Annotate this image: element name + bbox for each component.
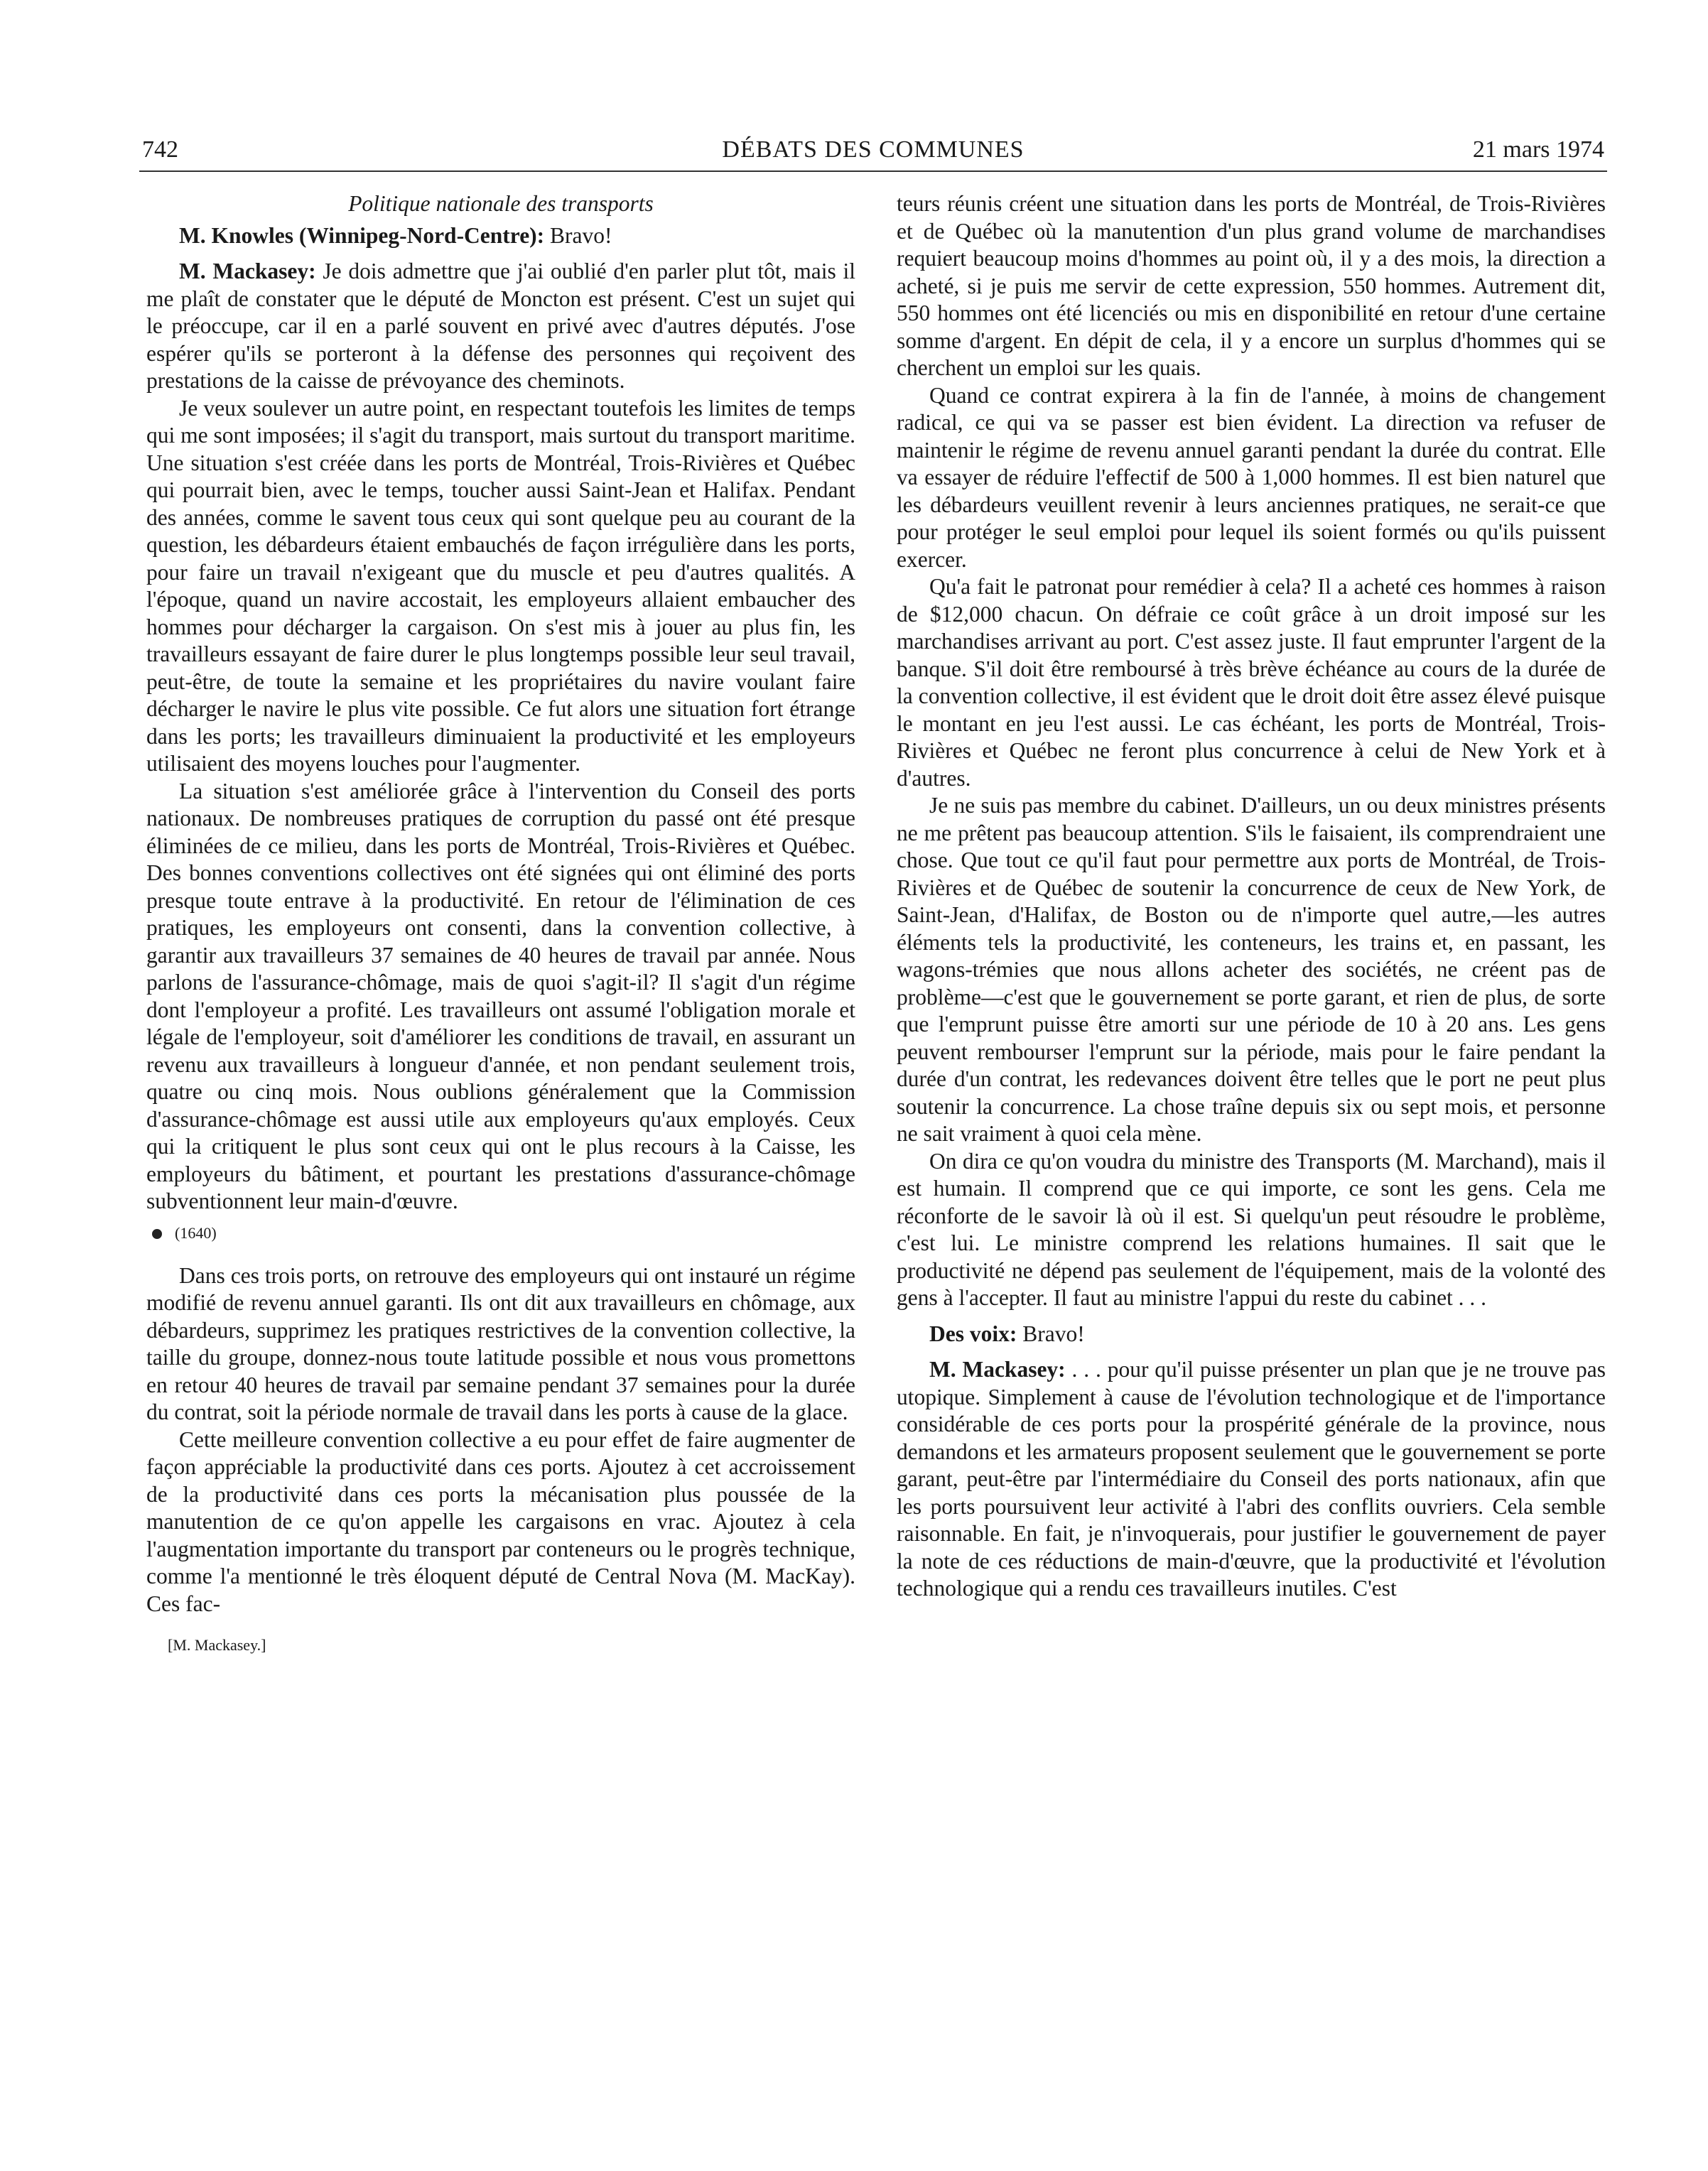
publication-title: DÉBATS DES COMMUNES	[722, 136, 1025, 163]
paragraph: teurs réunis créent une situation dans les ports de Montréal, de Trois-Rivières et de Québec où la manutention d'un plus grand volume de marchandises requiert beaucoup moins d'hommes au point où, il y a des mois, la direction a acheté, si je puis me servir de cette expression, 550 hommes. Autrement dit, 550 hommes ont été licenciés ou mis en disponibilité en retour d'une certaine somme d'argent. En dépit de cela, il y a encore un surplus d'hommes qui se cherchent un emploi sur les quais.	[897, 191, 1606, 380]
paragraph	[897, 1321, 1606, 1348]
paragraph	[146, 258, 855, 395]
speaker-footnote: [M. Mackasey.]	[168, 1636, 266, 1654]
speaker-name: Des voix:	[929, 1321, 1017, 1346]
paragraph: La situation s'est améliorée grâce à l'intervention du Conseil des ports nationaux. De nombreuses pratiques de corruption du passé ont été presque éliminées de ce milieu, dans les ports de Montréal, Trois-Rivières et Québec. Des bonnes conventions collectives ont été signées qui ont éliminé des ports presque toute entrave à la productivité. En retour de l'élimination de ces pratiques, les employeurs ont consenti, dans la convention collective, à garantir aux travailleurs 37 semaines de 40 heures de travail par année. Nous parlons de l'assurance-chômage, mais de quoi s'agit-il? Il s'agit d'un régime dont l'employeur a profité. Les travailleurs ont assumé l'obligation morale et légale de l'employeur, soit d'améliorer les conditions de travail, en assurant un revenu aux travailleurs à longueur d'année, et non pendant seulement trois, quatre ou cinq mois. Nous oublions généralement que la Commission d'assurance-chômage est aussi utile aux employeurs qu'aux employés. Ceux qui la critiquent le plus sont ceux qui ont le plus recours à la Caisse, les employeurs du bâtiment, et pourtant les prestations d'assurance-chômage subventionnent leur main-d'œuvre.	[146, 778, 855, 1213]
paragraph-text: . . . pour qu'il puisse présenter un plan que je ne trouve pas utopique. Simplement à cause de l'évolution technologique et de l'importance considérable de ces ports pour la prospérité générale de la province, nous demandons et les armateurs proposent seulement que le gouvernement se porte garant, peut-être par l'intermédiaire du Conseil des ports nationaux, afin que les ports poursuivent leur activité à l'abri des conflits ouvriers. Cela semble raisonnable. En fait, je n'invoquerais, pour justifier le gouvernement de payer la note de ces réductions de main-d'œuvre, que la productivité et l'évolution technologique qui a rendu ces travailleurs inutiles. C'est	[897, 1357, 1606, 1601]
paragraph: Qu'a fait le patronat pour remédier à cela? Il a acheté ces hommes à raison de $12,000 chacun. On défraie ce coût grâce à un droit imposé sur les marchandises arrivant au port. C'est assez juste. Il faut emprunter l'argent de la banque. S'il doit être remboursé à très brève échéance au cours de la durée de la convention collective, il est évident que le droit doit être assez élevé puisque le montant en jeu l'est aussi. Le cas échéant, les ports de Montréal, Trois-Rivières et Québec ne feront plus concurrence à celui de New York et à d'autres.	[897, 574, 1606, 791]
page-number: 742	[142, 136, 178, 163]
paragraph-text: Bravo!	[1017, 1321, 1085, 1346]
paragraph	[897, 1356, 1606, 1603]
paragraph-text: Bravo!	[544, 222, 612, 248]
paragraph: Je ne suis pas membre du cabinet. D'ailleurs, un ou deux ministres présents ne me prêtent pas beaucoup attention. S'ils le faisaient, ils comprendraient une chose. Que tout ce qu'il faut pour permettre aux ports de Montréal, de Trois-Rivières et de Québec de soutenir la concurrence de ceux de New York, de Saint-Jean, d'Halifax, de Boston ou de n'importe quel autre,—les autres éléments tels la productivité, les conteneurs, les trains et, en passant, les wagons-trémies que nous allons acheter des sociétés, ne créent pas de problème—c'est que le gouvernement se porte garant, et rien de plus, de sorte que l'emprunt puisse être amorti sur une période de 10 à 20 ans. Les gens peuvent rembourser l'emprunt sur la période, mais pour le faire pendant la durée d'un contrat, les redevances doivent être telles que le port ne peut plus soutenir la concurrence. La chose traîne depuis six ou sept mois, et personne ne sait vraiment à quoi cela mène.	[897, 793, 1606, 1146]
section-title: Politique nationale des transports	[348, 191, 654, 216]
bullet-icon	[152, 1229, 162, 1239]
paragraph: Je veux soulever un autre point, en respectant toutefois les limites de temps qui me sont imposées; il s'agit du transport, mais surtout du transport maritime. Une situation s'est créée dans les ports de Montréal, Trois-Rivières et Québec qui pourrait bien, avec le temps, toucher aussi Saint-Jean et Halifax. Pendant des années, comme le savent tous ceux qui sont quelque peu au courant de la question, les débardeurs étaient embauchés de façon irrégulière dans les ports, pour faire un travail n'exigeant que du muscle et peu d'autres qualités. A l'époque, quand un navire accostait, les employeurs allaient embaucher des hommes pour décharger la cargaison. On s'est mis à jouer au plus fin, les travailleurs essayant de faire durer le plus longtemps possible leur seul travail, peut-être, de toute la semaine et les propriétaires du navire voulant faire décharger le navire le plus vite possible. Ce fut alors une situation fort étrange dans les ports; les travailleurs diminuaient la productivité et les employeurs utilisaient des moyens louches pour l'augmenter.	[146, 395, 855, 776]
time-marker-text: (1640)	[175, 1223, 217, 1242]
paragraph: Cette meilleure convention collective a eu pour effet de faire augmenter de façon appréciable la productivité dans ces ports. Ajoutez à cet accroissement de la productivité dans ces ports la mécanisation plus poussée de la manutention de ce qu'on appelle les cargaisons en vrac. Ajoutez à cela l'augmentation importante du transport par conteneurs ou le progrès technique, comme l'a mentionné le très éloquent député de Central Nova (M. MacKay). Ces fac-	[146, 1426, 855, 1616]
header-rule	[139, 170, 1607, 172]
time-marker	[152, 1223, 855, 1244]
right-column	[897, 190, 1606, 1603]
speaker-name: M. Mackasey:	[929, 1357, 1066, 1382]
paragraph	[146, 222, 855, 250]
paragraph: On dira ce qu'on voudra du ministre des Transports (M. Marchand), mais il est humain. Il comprend que ce qui importe, ce sont les gens. Cela me réconforte de le savoir là où il est. Si quelqu'un peut résoudre le problème, c'est lui. Le ministre comprend les relations humaines. Il sait que le productivité ne dépend pas seulement de l'équipement, mais de la volonté des gens à l'accepter. Il faut au ministre l'appui du reste du cabinet . . .	[897, 1148, 1606, 1310]
paragraph-text: Je dois admettre que j'ai oublié d'en parler plut tôt, mais il me plaît de constater que le député de Moncton est présent. C'est un sujet qui le préoccupe, car il en a parlé souvent en privé avec d'autres députés. J'ose espérer qu'ils se porteront à la défense des personnes qui reçoivent des prestations de la caisse de prévoyance des cheminots.	[146, 259, 855, 393]
publication-date: 21 mars 1974	[1472, 136, 1604, 163]
speaker-name: M. Knowles (Winnipeg-Nord-Centre):	[179, 222, 545, 248]
paragraph: Dans ces trois ports, on retrouve des employeurs qui ont instauré un régime modifié de revenu annuel garanti. Ils ont dit aux travailleurs en chômage, aux débardeurs, supprimez les pratiques restrictives de la convention collective, la taille du groupe, donnez-nous toute latitude possible et nous vous promettons en retour 40 heures de travail par semaine pendant 37 semaines pour la durée du contrat, soit la période normale de travail dans les ports à cause de la glace.	[146, 1262, 855, 1424]
page-header	[139, 131, 1607, 168]
left-column	[146, 190, 855, 1656]
speaker-name: M. Mackasey:	[179, 259, 316, 283]
paragraph: Quand ce contrat expirera à la fin de l'année, à moins de changement radical, ce qui va se passer est bien évident. La direction va refuser de maintenir le régime de revenu annuel garanti pendant la durée du contrat. Elle va essayer de réduire l'effectif de 500 à 1,000 hommes. Il est bien naturel que les débardeurs veuillent revenir à leurs anciennes pratiques, ne serait-ce que pour protéger le seul emploi pour lequel ils soient formés ou qu'ils puissent exercer.	[897, 382, 1606, 572]
